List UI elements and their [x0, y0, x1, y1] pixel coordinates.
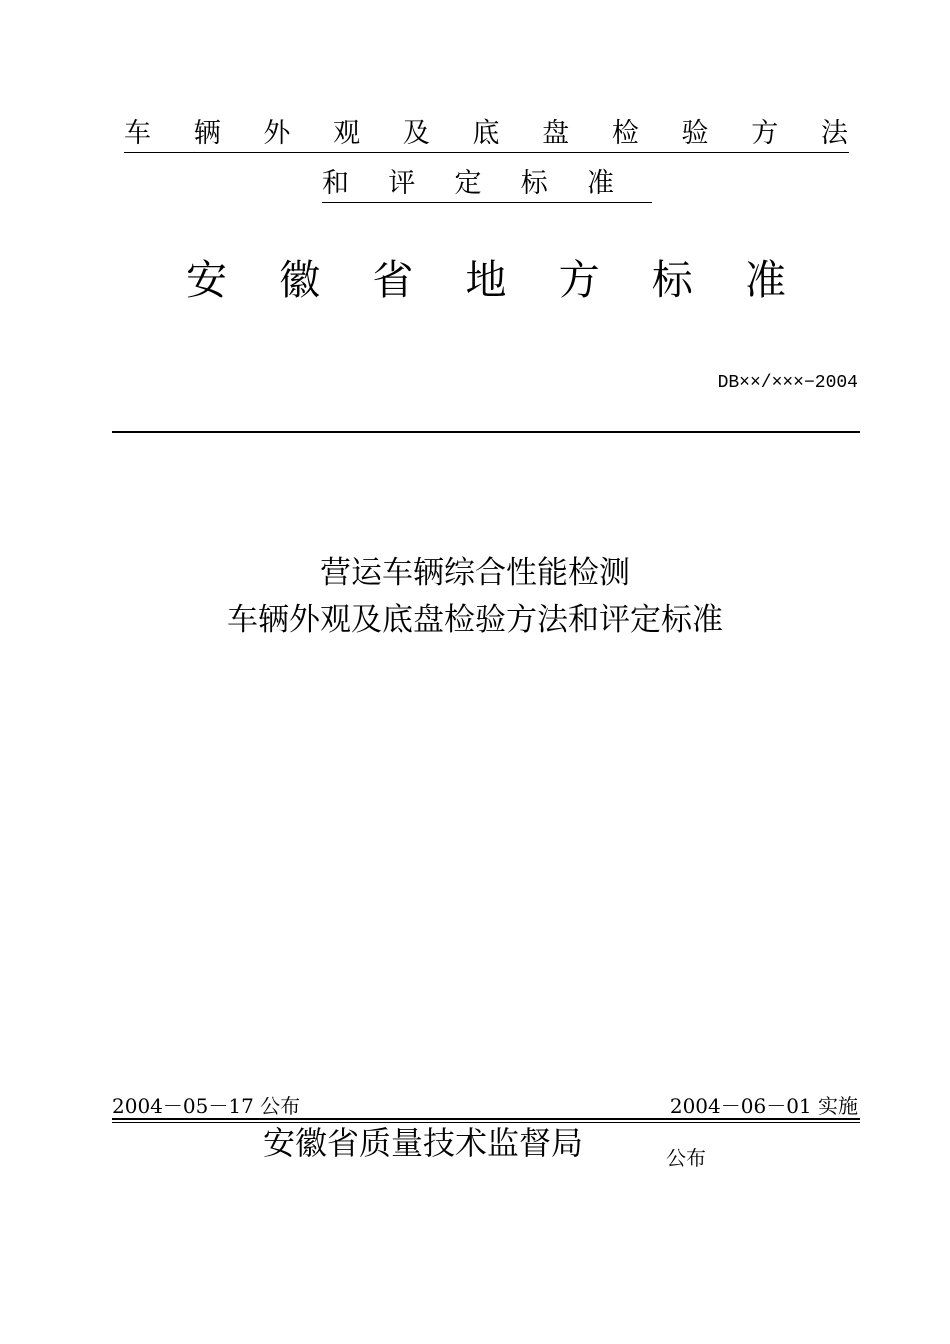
document-title-line-2: 车辆外观及底盘检验方法和评定标准 [227, 602, 723, 638]
header-char: 验 [681, 118, 709, 149]
header-char: 观 [333, 118, 361, 149]
implement-date: 2004－06－01 实施 [669, 1094, 858, 1118]
header-underline-1 [124, 152, 849, 153]
header-char: 盘 [542, 118, 570, 149]
heading-char: 准 [744, 256, 786, 304]
header-char: 评 [388, 168, 416, 199]
header-char: 底 [472, 118, 500, 149]
issuing-authority: 安徽省质量技术监督局 [263, 1124, 584, 1162]
header-underline-2 [322, 202, 652, 203]
header-char: 和 [322, 168, 349, 199]
header-char: 定 [454, 168, 482, 199]
publish-date: 2004－05－17 公布 [112, 1094, 301, 1118]
header-char: 法 [820, 118, 848, 149]
heading-char: 省 [372, 256, 414, 304]
header-title-line-2 [322, 160, 614, 202]
standard-number: DB××/×××−2004 [717, 373, 858, 393]
standard-heading [186, 252, 786, 308]
heading-char: 安 [186, 256, 227, 304]
document-title-line-1: 营运车辆综合性能检测 [320, 555, 630, 591]
header-char: 准 [587, 168, 614, 199]
header-char: 标 [520, 168, 548, 199]
header-char: 检 [611, 118, 639, 149]
header-char: 方 [751, 118, 779, 149]
heading-char: 标 [651, 256, 693, 304]
header-title-line-1 [124, 110, 848, 152]
heading-divider [112, 431, 860, 433]
header-char: 及 [402, 118, 430, 149]
header-char: 辆 [193, 118, 221, 149]
header-char: 车 [124, 118, 151, 149]
heading-char: 徽 [279, 256, 321, 304]
header-char: 外 [263, 118, 291, 149]
heading-char: 方 [558, 256, 600, 304]
heading-char: 地 [465, 256, 507, 304]
issuing-authority-suffix: 公布 [666, 1146, 706, 1170]
